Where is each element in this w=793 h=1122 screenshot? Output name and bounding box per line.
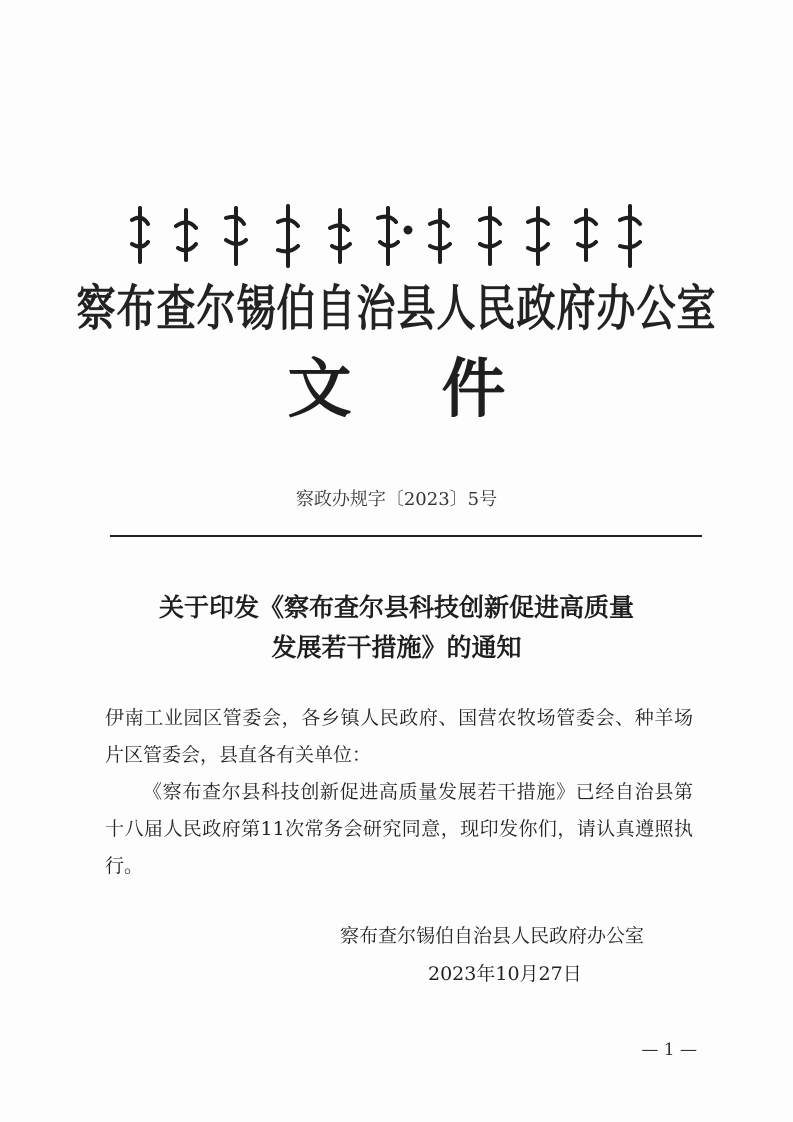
mongolian-script-glyphs xyxy=(118,200,648,270)
main-paragraph: 《察布查尔县科技创新促进高质量发展若干措施》已经自治县第十八届人民政府第11次常务会研究同意，现印发你们，请认真遵照执行。 xyxy=(105,781,693,877)
issuer-title: 察布查尔锡伯自治县人民政府办公室 xyxy=(76,281,717,338)
mongolian-script-header xyxy=(118,200,648,270)
signature-block xyxy=(330,917,700,993)
body-text xyxy=(105,700,693,885)
notice-title-line-2: 发展若干措施》的通知 xyxy=(271,633,522,662)
document-number: 察政办规字〔2023〕5号 xyxy=(295,489,498,510)
header-divider xyxy=(110,535,702,537)
recipients-paragraph: 伊南工业园区管委会，各乡镇人民政府、国营农牧场管委会、种羊场片区管委会，县直各有关单位： xyxy=(105,707,693,766)
signature-organization: 察布查尔锡伯自治县人民政府办公室 xyxy=(340,925,645,947)
notice-title-line-1: 关于印发《察布查尔县科技创新促进高质量 xyxy=(158,593,634,622)
page-number: — 1 — xyxy=(641,1040,697,1060)
signature-date: 2023年10月27日 xyxy=(428,963,582,985)
notice-title xyxy=(0,588,793,668)
document-word: 文件 xyxy=(287,352,596,427)
